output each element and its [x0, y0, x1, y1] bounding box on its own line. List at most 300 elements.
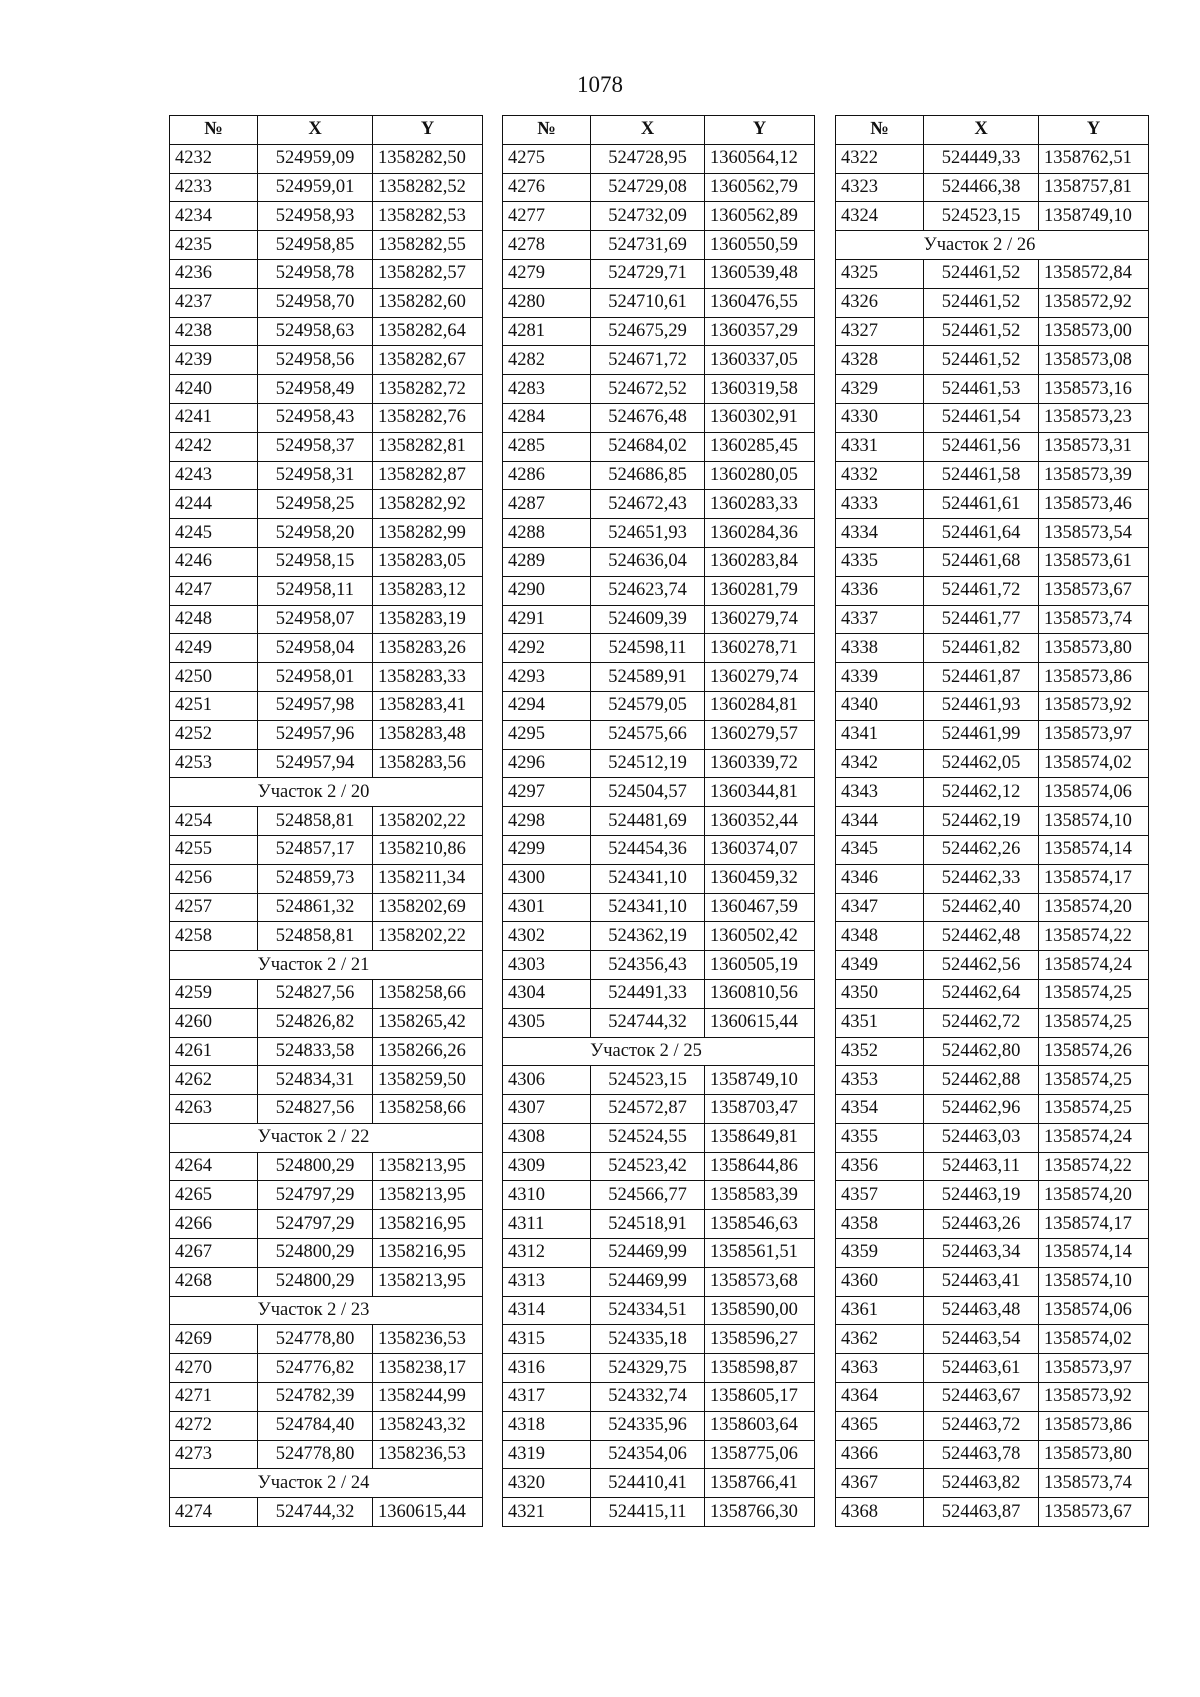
table-row [836, 375, 1149, 404]
point-number: 4296 [503, 749, 591, 778]
x-coordinate: 524461,64 [924, 519, 1039, 548]
x-coordinate: 524512,19 [591, 749, 705, 778]
x-coordinate: 524572,87 [591, 1095, 705, 1124]
point-number: 4322 [836, 144, 924, 173]
table-row [170, 691, 483, 720]
x-coordinate: 524957,98 [258, 691, 373, 720]
point-number: 4294 [503, 691, 591, 720]
table-row [836, 807, 1149, 836]
table-row [503, 605, 815, 634]
table-row [836, 490, 1149, 519]
table-row [503, 1181, 815, 1210]
point-number: 4254 [170, 807, 258, 836]
point-number: 4317 [503, 1383, 591, 1412]
table-row [836, 1296, 1149, 1325]
point-number: 4309 [503, 1152, 591, 1181]
table-row [503, 893, 815, 922]
y-coordinate: 1358573,86 [1039, 663, 1149, 692]
table-row [170, 1354, 483, 1383]
point-number: 4336 [836, 576, 924, 605]
table-row [836, 605, 1149, 634]
x-coordinate: 524341,10 [591, 893, 705, 922]
table-row [170, 576, 483, 605]
table-row [503, 490, 815, 519]
x-coordinate: 524959,09 [258, 144, 373, 173]
point-number: 4323 [836, 173, 924, 202]
table-row [836, 1210, 1149, 1239]
point-number: 4318 [503, 1411, 591, 1440]
x-coordinate: 524834,31 [258, 1066, 373, 1095]
y-coordinate: 1358574,22 [1039, 922, 1149, 951]
point-number: 4357 [836, 1181, 924, 1210]
point-number: 4367 [836, 1469, 924, 1498]
y-coordinate: 1358573,97 [1039, 1354, 1149, 1383]
y-coordinate: 1358282,81 [373, 432, 483, 461]
y-coordinate: 1358590,00 [705, 1296, 815, 1325]
x-coordinate: 524334,51 [591, 1296, 705, 1325]
x-coordinate: 524958,70 [258, 288, 373, 317]
table-row [503, 202, 815, 231]
point-number: 4328 [836, 346, 924, 375]
table-row [170, 1239, 483, 1268]
x-coordinate: 524651,93 [591, 519, 705, 548]
y-coordinate: 1358574,17 [1039, 864, 1149, 893]
table-row [170, 461, 483, 490]
section-row [170, 778, 483, 807]
y-coordinate: 1358749,10 [1039, 202, 1149, 231]
table-row [503, 288, 815, 317]
section-title: Участок 2 / 24 [170, 1469, 483, 1498]
x-coordinate: 524335,18 [591, 1325, 705, 1354]
x-coordinate: 524462,64 [924, 979, 1039, 1008]
point-number: 4239 [170, 346, 258, 375]
table-row [503, 432, 815, 461]
table-row [503, 1498, 815, 1527]
table-row [503, 461, 815, 490]
point-number: 4312 [503, 1239, 591, 1268]
x-coordinate: 524857,17 [258, 835, 373, 864]
y-coordinate: 1360279,57 [705, 720, 815, 749]
x-coordinate: 524598,11 [591, 634, 705, 663]
section-row [836, 231, 1149, 260]
section-title: Участок 2 / 25 [503, 1037, 815, 1066]
x-coordinate: 524782,39 [258, 1383, 373, 1412]
table-row [836, 202, 1149, 231]
y-coordinate: 1360337,05 [705, 346, 815, 375]
x-coordinate: 524463,82 [924, 1469, 1039, 1498]
x-coordinate: 524356,43 [591, 951, 705, 980]
point-number: 4281 [503, 317, 591, 346]
point-number: 4335 [836, 547, 924, 576]
section-row [503, 1037, 815, 1066]
table-row [503, 519, 815, 548]
section-row [170, 1123, 483, 1152]
x-coordinate: 524466,38 [924, 173, 1039, 202]
x-coordinate: 524958,93 [258, 202, 373, 231]
point-number: 4262 [170, 1066, 258, 1095]
x-coordinate: 524463,87 [924, 1498, 1039, 1527]
x-coordinate: 524744,32 [591, 1008, 705, 1037]
x-coordinate: 524462,19 [924, 807, 1039, 836]
y-coordinate: 1360357,29 [705, 317, 815, 346]
x-coordinate: 524958,31 [258, 461, 373, 490]
point-number: 4292 [503, 634, 591, 663]
y-coordinate: 1360278,71 [705, 634, 815, 663]
x-coordinate: 524461,52 [924, 346, 1039, 375]
y-coordinate: 1358573,67 [1039, 576, 1149, 605]
table-row [170, 173, 483, 202]
x-coordinate: 524463,61 [924, 1354, 1039, 1383]
x-coordinate: 524957,94 [258, 749, 373, 778]
x-coordinate: 524463,34 [924, 1239, 1039, 1268]
y-coordinate: 1358236,53 [373, 1325, 483, 1354]
point-number: 4240 [170, 375, 258, 404]
table-row [170, 288, 483, 317]
x-coordinate: 524469,99 [591, 1267, 705, 1296]
y-coordinate: 1358598,87 [705, 1354, 815, 1383]
table-row [170, 1383, 483, 1412]
table-row [170, 1210, 483, 1239]
x-coordinate: 524958,37 [258, 432, 373, 461]
x-coordinate: 524675,29 [591, 317, 705, 346]
y-coordinate: 1360374,07 [705, 835, 815, 864]
table-row [170, 979, 483, 1008]
table-row [836, 663, 1149, 692]
x-coordinate: 524463,19 [924, 1181, 1039, 1210]
x-coordinate: 524523,42 [591, 1152, 705, 1181]
x-coordinate: 524778,80 [258, 1325, 373, 1354]
table-row [170, 432, 483, 461]
x-coordinate: 524827,56 [258, 979, 373, 1008]
y-coordinate: 1360281,79 [705, 576, 815, 605]
point-number: 4356 [836, 1152, 924, 1181]
table-row [503, 1325, 815, 1354]
table-row [170, 807, 483, 836]
y-coordinate: 1358605,17 [705, 1383, 815, 1412]
y-coordinate: 1358282,72 [373, 375, 483, 404]
y-coordinate: 1358574,14 [1039, 1239, 1149, 1268]
point-number: 4237 [170, 288, 258, 317]
x-coordinate: 524461,53 [924, 375, 1039, 404]
x-coordinate: 524958,07 [258, 605, 373, 634]
y-coordinate: 1358282,57 [373, 259, 483, 288]
point-number: 4332 [836, 461, 924, 490]
y-coordinate: 1358766,30 [705, 1498, 815, 1527]
x-coordinate: 524729,08 [591, 173, 705, 202]
point-number: 4299 [503, 835, 591, 864]
x-coordinate: 524859,73 [258, 864, 373, 893]
y-coordinate: 1358574,17 [1039, 1210, 1149, 1239]
x-coordinate: 524335,96 [591, 1411, 705, 1440]
y-coordinate: 1360476,55 [705, 288, 815, 317]
y-coordinate: 1358282,99 [373, 519, 483, 548]
table-row [170, 317, 483, 346]
table-row [836, 951, 1149, 980]
table-row [170, 1181, 483, 1210]
table-row [503, 979, 815, 1008]
x-coordinate: 524463,78 [924, 1440, 1039, 1469]
table-row [170, 1037, 483, 1066]
point-number: 4360 [836, 1267, 924, 1296]
point-number: 4238 [170, 317, 258, 346]
y-coordinate: 1358282,50 [373, 144, 483, 173]
y-coordinate: 1358574,02 [1039, 1325, 1149, 1354]
y-coordinate: 1358243,32 [373, 1411, 483, 1440]
y-coordinate: 1360283,84 [705, 547, 815, 576]
x-coordinate: 524800,29 [258, 1152, 373, 1181]
table-row [170, 547, 483, 576]
x-coordinate: 524449,33 [924, 144, 1039, 173]
x-coordinate: 524729,71 [591, 259, 705, 288]
y-coordinate: 1358282,67 [373, 346, 483, 375]
point-number: 4366 [836, 1440, 924, 1469]
x-coordinate: 524957,96 [258, 720, 373, 749]
point-number: 4345 [836, 835, 924, 864]
x-coordinate: 524800,29 [258, 1267, 373, 1296]
x-coordinate: 524797,29 [258, 1210, 373, 1239]
table-row [503, 1354, 815, 1383]
y-coordinate: 1358649,81 [705, 1123, 815, 1152]
point-number: 4325 [836, 259, 924, 288]
table-row [170, 605, 483, 634]
y-coordinate: 1358573,08 [1039, 346, 1149, 375]
y-coordinate: 1358265,42 [373, 1008, 483, 1037]
point-number: 4242 [170, 432, 258, 461]
y-coordinate: 1358216,95 [373, 1210, 483, 1239]
point-number: 4257 [170, 893, 258, 922]
point-number: 4364 [836, 1383, 924, 1412]
y-coordinate: 1358546,63 [705, 1210, 815, 1239]
table-row [503, 231, 815, 260]
y-coordinate: 1358574,06 [1039, 1296, 1149, 1325]
y-coordinate: 1358574,02 [1039, 749, 1149, 778]
point-number: 4272 [170, 1411, 258, 1440]
point-number: 4267 [170, 1239, 258, 1268]
table-row [170, 634, 483, 663]
y-coordinate: 1360319,58 [705, 375, 815, 404]
table-row [836, 461, 1149, 490]
point-number: 4315 [503, 1325, 591, 1354]
y-coordinate: 1360352,44 [705, 807, 815, 836]
table-row [503, 173, 815, 202]
y-coordinate: 1360505,19 [705, 951, 815, 980]
point-number: 4307 [503, 1095, 591, 1124]
header-row [503, 116, 815, 145]
point-number: 4282 [503, 346, 591, 375]
table-row [836, 979, 1149, 1008]
x-coordinate: 524462,48 [924, 922, 1039, 951]
point-number: 4343 [836, 778, 924, 807]
point-number: 4289 [503, 547, 591, 576]
y-coordinate: 1358266,26 [373, 1037, 483, 1066]
point-number: 4269 [170, 1325, 258, 1354]
x-coordinate: 524958,15 [258, 547, 373, 576]
table-row [836, 144, 1149, 173]
table-row [170, 403, 483, 432]
table-row [503, 749, 815, 778]
point-number: 4363 [836, 1354, 924, 1383]
y-coordinate: 1358573,61 [1039, 547, 1149, 576]
table-row [503, 403, 815, 432]
point-number: 4329 [836, 375, 924, 404]
y-coordinate: 1358283,19 [373, 605, 483, 634]
y-coordinate: 1358766,41 [705, 1469, 815, 1498]
coordinates-table-3 [835, 115, 1149, 1527]
x-coordinate: 524861,32 [258, 893, 373, 922]
point-number: 4300 [503, 864, 591, 893]
x-coordinate: 524462,72 [924, 1008, 1039, 1037]
table-row [836, 432, 1149, 461]
table-row [836, 1123, 1149, 1152]
x-coordinate: 524341,10 [591, 864, 705, 893]
x-coordinate: 524523,15 [591, 1066, 705, 1095]
point-number: 4314 [503, 1296, 591, 1325]
y-coordinate: 1358574,26 [1039, 1037, 1149, 1066]
point-number: 4337 [836, 605, 924, 634]
y-coordinate: 1358574,25 [1039, 1008, 1149, 1037]
point-number: 4279 [503, 259, 591, 288]
table-row [836, 1152, 1149, 1181]
table-row [836, 1411, 1149, 1440]
x-coordinate: 524676,48 [591, 403, 705, 432]
table-row [836, 519, 1149, 548]
point-number: 4331 [836, 432, 924, 461]
x-coordinate: 524623,74 [591, 576, 705, 605]
point-number: 4253 [170, 749, 258, 778]
point-number: 4352 [836, 1037, 924, 1066]
x-coordinate: 524710,61 [591, 288, 705, 317]
y-coordinate: 1358574,20 [1039, 893, 1149, 922]
x-coordinate: 524959,01 [258, 173, 373, 202]
point-number: 4246 [170, 547, 258, 576]
table-row [170, 259, 483, 288]
table-row [503, 1440, 815, 1469]
table-row [836, 749, 1149, 778]
y-coordinate: 1360539,48 [705, 259, 815, 288]
y-coordinate: 1358644,86 [705, 1152, 815, 1181]
y-coordinate: 1358749,10 [705, 1066, 815, 1095]
x-coordinate: 524778,80 [258, 1440, 373, 1469]
x-coordinate: 524462,56 [924, 951, 1039, 980]
table-row [503, 259, 815, 288]
table-row [836, 1066, 1149, 1095]
x-coordinate: 524462,26 [924, 835, 1039, 864]
table-row [503, 1066, 815, 1095]
y-coordinate: 1358216,95 [373, 1239, 483, 1268]
y-coordinate: 1358282,55 [373, 231, 483, 260]
point-number: 4248 [170, 605, 258, 634]
y-coordinate: 1358282,53 [373, 202, 483, 231]
y-coordinate: 1360302,91 [705, 403, 815, 432]
x-coordinate: 524609,39 [591, 605, 705, 634]
section-title: Участок 2 / 21 [170, 951, 483, 980]
y-coordinate: 1358236,53 [373, 1440, 483, 1469]
point-number: 4298 [503, 807, 591, 836]
y-coordinate: 1358282,64 [373, 317, 483, 346]
table-row [836, 835, 1149, 864]
y-coordinate: 1360502,42 [705, 922, 815, 951]
x-coordinate: 524461,61 [924, 490, 1039, 519]
table-row [836, 1037, 1149, 1066]
y-coordinate: 1358573,92 [1039, 691, 1149, 720]
point-number: 4280 [503, 288, 591, 317]
y-coordinate: 1358573,74 [1039, 605, 1149, 634]
table-row [836, 576, 1149, 605]
y-coordinate: 1358283,12 [373, 576, 483, 605]
x-coordinate: 524826,82 [258, 1008, 373, 1037]
y-coordinate: 1358574,22 [1039, 1152, 1149, 1181]
point-number: 4236 [170, 259, 258, 288]
header-y: Y [373, 116, 483, 145]
point-number: 4247 [170, 576, 258, 605]
x-coordinate: 524958,11 [258, 576, 373, 605]
point-number: 4351 [836, 1008, 924, 1037]
table-row [503, 317, 815, 346]
table-row [836, 864, 1149, 893]
table-row [503, 691, 815, 720]
y-coordinate: 1360467,59 [705, 893, 815, 922]
point-number: 4252 [170, 720, 258, 749]
y-coordinate: 1358573,86 [1039, 1411, 1149, 1440]
y-coordinate: 1358762,51 [1039, 144, 1149, 173]
header-x: X [591, 116, 705, 145]
table-row [503, 346, 815, 375]
x-coordinate: 524462,12 [924, 778, 1039, 807]
table-row [836, 346, 1149, 375]
point-number: 4270 [170, 1354, 258, 1383]
point-number: 4271 [170, 1383, 258, 1412]
point-number: 4324 [836, 202, 924, 231]
x-coordinate: 524518,91 [591, 1210, 705, 1239]
x-coordinate: 524671,72 [591, 346, 705, 375]
table-row [170, 663, 483, 692]
table-row [503, 1383, 815, 1412]
y-coordinate: 1360550,59 [705, 231, 815, 260]
point-number: 4353 [836, 1066, 924, 1095]
point-number: 4368 [836, 1498, 924, 1527]
section-row [170, 1469, 483, 1498]
table-row [503, 1210, 815, 1239]
table-row [503, 1267, 815, 1296]
x-coordinate: 524463,48 [924, 1296, 1039, 1325]
x-coordinate: 524463,67 [924, 1383, 1039, 1412]
x-coordinate: 524731,69 [591, 231, 705, 260]
point-number: 4266 [170, 1210, 258, 1239]
point-number: 4243 [170, 461, 258, 490]
table-row [836, 634, 1149, 663]
x-coordinate: 524454,36 [591, 835, 705, 864]
x-coordinate: 524958,25 [258, 490, 373, 519]
table-body [503, 144, 815, 1526]
point-number: 4255 [170, 835, 258, 864]
x-coordinate: 524672,52 [591, 375, 705, 404]
y-coordinate: 1358573,16 [1039, 375, 1149, 404]
y-coordinate: 1360279,74 [705, 605, 815, 634]
x-coordinate: 524461,52 [924, 288, 1039, 317]
x-coordinate: 524481,69 [591, 807, 705, 836]
point-number: 4302 [503, 922, 591, 951]
table-row [836, 1383, 1149, 1412]
table-row [836, 259, 1149, 288]
point-number: 4235 [170, 231, 258, 260]
y-coordinate: 1358283,26 [373, 634, 483, 663]
y-coordinate: 1358573,67 [1039, 1498, 1149, 1527]
y-coordinate: 1358574,24 [1039, 951, 1149, 980]
point-number: 4273 [170, 1440, 258, 1469]
y-coordinate: 1358283,56 [373, 749, 483, 778]
point-number: 4355 [836, 1123, 924, 1152]
header-row [836, 116, 1149, 145]
